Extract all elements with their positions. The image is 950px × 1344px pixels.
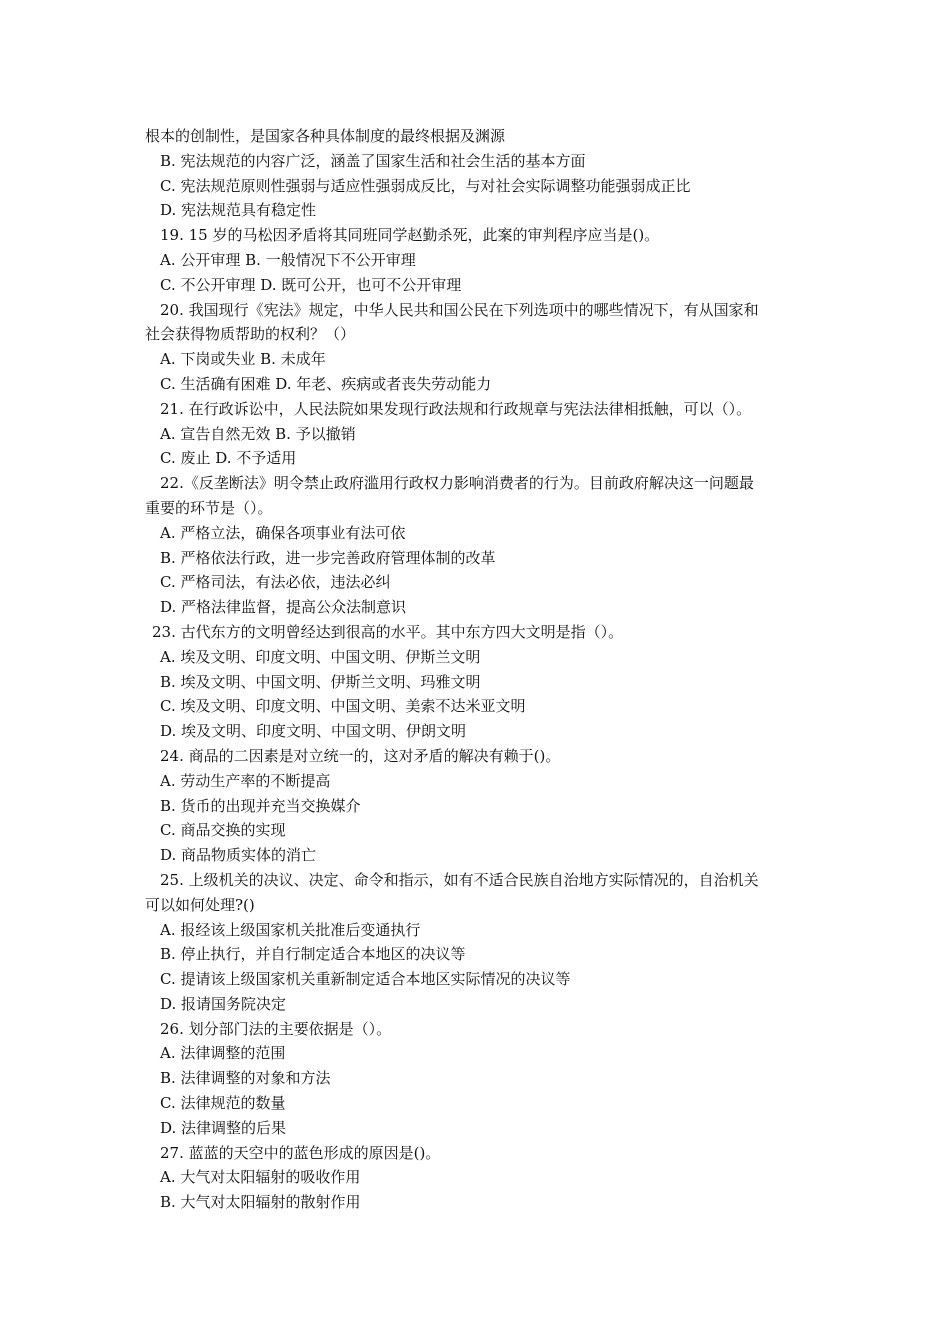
option-line: C. 法律规范的数量 (160, 1094, 286, 1113)
question-25-continued: 可以如何处理?() (145, 895, 255, 914)
question-22: 22.《反垄断法》明令禁止政府滥用行政权力影响消费者的行为。目前政府解决这一问题最 (160, 474, 754, 493)
option-line: B. 停止执行，并自行制定适合本地区的决议等 (160, 945, 466, 964)
option-line: A. 法律调整的范围 (160, 1044, 286, 1063)
text-line: 根本的创制性，是国家各种具体制度的最终根据及渊源 (145, 127, 506, 145)
question-27: 27. 蓝蓝的天空中的蓝色形成的原因是()。 (160, 1143, 441, 1162)
option-line: D. 严格法律监督，提高公众法制意识 (160, 598, 407, 617)
question-20: 20. 我国现行《宪法》规定，中华人民共和国公民在下列选项中的哪些情况下，有从国家和 (160, 300, 759, 319)
option-line: A. 下岗或失业 B. 未成年 (160, 350, 326, 369)
question-19: 19. 15 岁的马松因矛盾将其同班同学赵勤杀死，此案的审判程序应当是()。 (160, 226, 660, 245)
question-23: 23. 古代东方的文明曾经达到很高的水平。其中东方四大文明是指（）。 (152, 622, 624, 641)
question-21: 21. 在行政诉讼中，人民法院如果发现行政法规和行政规章与宪法法律相抵触，可以（）。 (160, 399, 752, 418)
option-line: A. 大气对太阳辐射的吸收作用 (160, 1168, 361, 1187)
option-line: B. 宪法规范的内容广泛，涵盖了国家生活和社会生活的基本方面 (160, 151, 586, 170)
option-line: B. 法律调整的对象和方法 (160, 1069, 331, 1088)
option-line: A. 公开审理 B. 一般情况下不公开审理 (160, 250, 416, 269)
option-line: D. 宪法规范具有稳定性 (160, 201, 317, 220)
document-body (145, 124, 815, 1215)
option-line: D. 埃及文明、印度文明、中国文明、伊朗文明 (160, 722, 467, 741)
option-line: C. 生活确有困难 D. 年老、疾病或者丧失劳动能力 (160, 374, 492, 393)
option-line: C. 提请该上级国家机关重新制定适合本地区实际情况的决议等 (160, 970, 571, 989)
option-line: D. 法律调整的后果 (160, 1118, 287, 1137)
option-line: C. 废止 D. 不予适用 (160, 449, 297, 468)
question-26: 26. 划分部门法的主要依据是（）。 (160, 1019, 392, 1038)
option-line: B. 严格依法行政，进一步完善政府管理体制的改革 (160, 548, 496, 567)
option-line: C. 埃及文明、印度文明、中国文明、美索不达米亚文明 (160, 697, 526, 716)
question-22-continued: 重要的环节是（）。 (145, 498, 273, 517)
option-line: C. 商品交换的实现 (160, 821, 286, 840)
option-line: C. 严格司法，有法必依，违法必纠 (160, 573, 391, 592)
option-line: A. 埃及文明、印度文明、中国文明、伊斯兰文明 (160, 647, 481, 666)
question-24: 24. 商品的二因素是对立统一的，这对矛盾的解决有赖于()。 (160, 746, 561, 765)
option-line: A. 劳动生产率的不断提高 (160, 771, 331, 790)
option-line: B. 货币的出现并充当交换媒介 (160, 796, 361, 815)
question-20-continued: 社会获得物质帮助的权利？（） (145, 325, 356, 344)
option-line: C. 宪法规范原则性强弱与适应性强弱成反比，与对社会实际调整功能强弱成正比 (160, 176, 691, 195)
option-line: B. 埃及文明、中国文明、伊斯兰文明、玛雅文明 (160, 672, 481, 691)
question-25: 25. 上级机关的决议、决定、命令和指示，如有不适合民族自治地方实际情况的，自治机关 (160, 870, 759, 889)
option-line: D. 商品物质实体的消亡 (160, 846, 317, 865)
option-line: A. 严格立法，确保各项事业有法可依 (160, 523, 406, 542)
option-line: B. 大气对太阳辐射的散射作用 (160, 1193, 361, 1212)
option-line: A. 宣告自然无效 B. 予以撤销 (160, 424, 356, 443)
option-line: D. 报请国务院决定 (160, 994, 287, 1013)
option-line: A. 报经该上级国家机关批准后变通执行 (160, 920, 421, 939)
option-line: C. 不公开审理 D. 既可公开，也可不公开审理 (160, 275, 462, 294)
